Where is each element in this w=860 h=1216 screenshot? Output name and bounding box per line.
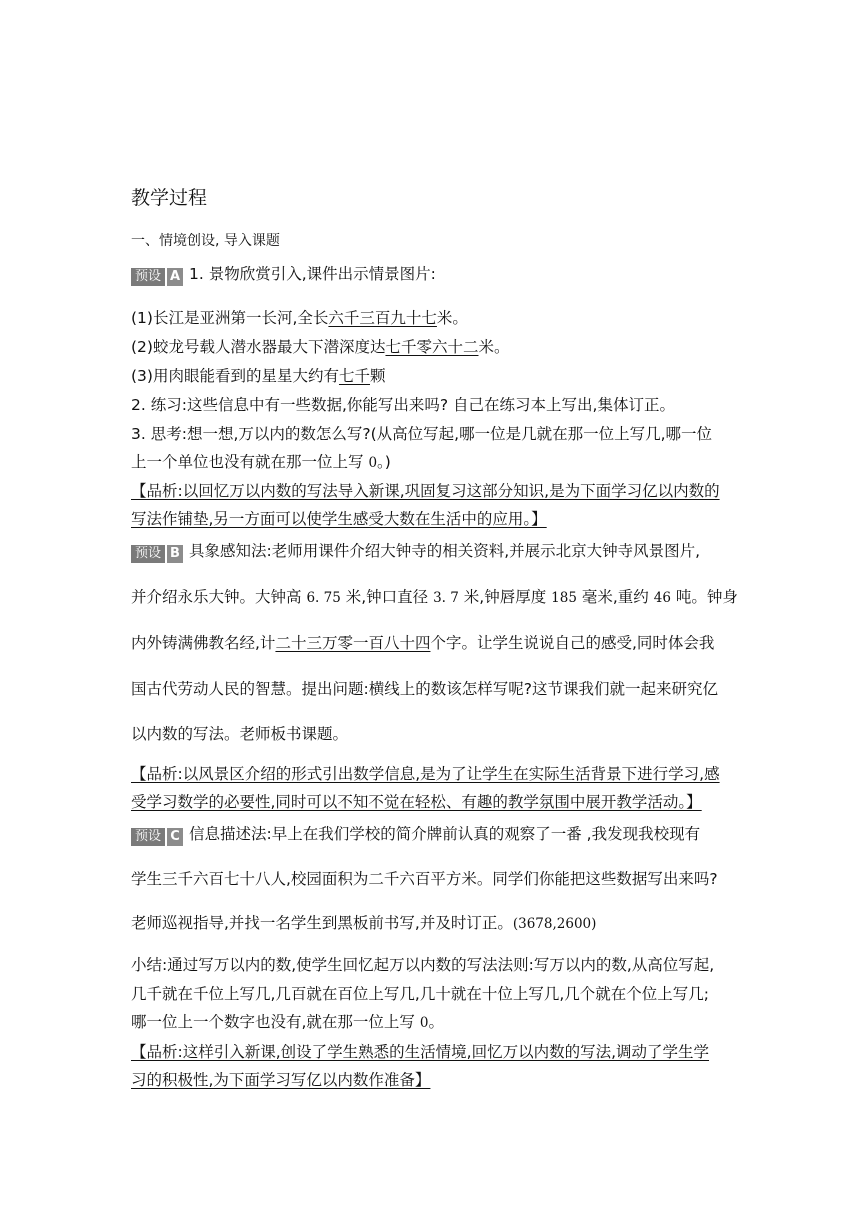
analysis-a-2: 写法作铺垫,另一方面可以使学生感受大数在生活中的应用。】 xyxy=(131,510,547,528)
preset-c-line-3: 老师巡视指导,并找一名学生到黑板前书写,并及时订正。(3678,2600) xyxy=(131,914,597,932)
preset-c-line-2: 学生三千六百七十八人,校园面积为二千六百平方米。同学们你能把这些数据写出来吗? xyxy=(131,870,718,888)
preset-b-line-1: 预设 B 具象感知法:老师用课件介绍大钟寺的相关资料,并展示北京大钟寺风景图片, xyxy=(131,541,700,563)
analysis-c-2: 习的积极性,为下面学习写亿以内数作准备】 xyxy=(131,1071,431,1089)
summary-line-1: 小结:通过写万以内的数,使学生回忆起万以内数的写法法则:写万以内的数,从高位写起, xyxy=(131,956,715,974)
think-line-2: 上一个单位也没有就在那一位上写 0。) xyxy=(131,453,391,471)
preset-b-line-3: 内外铸满佛教名经,计二十三万零一百八十四个字。让学生说说自己的感受,同时体会我 xyxy=(131,634,715,652)
item-1: (1)长江是亚洲第一长河,全长六千三百九十七米。 xyxy=(131,309,468,327)
preset-b-line-2: 并介绍永乐大钟。大钟高 6. 75 米,钟口直径 3. 7 米,钟唇厚度 185 毫米,重约 46 吨。钟身 xyxy=(131,588,738,606)
preset-c-line-1: 预设 C 信息描述法:早上在我们学校的简介牌前认真的观察了一番 ,我发现我校现有 xyxy=(131,824,700,846)
summary-line-3: 哪一位上一个数字也没有,就在那一位上写 0。 xyxy=(131,1013,444,1031)
analysis-b-2: 受学习数学的必要性,同时可以不知不觉在轻松、有趣的教学氛围中展开教学活动。】 xyxy=(131,793,702,811)
preset-b-line-5: 以内数的写法。老师板书课题。 xyxy=(131,725,349,743)
preset-a-badge: 预设 A xyxy=(131,268,183,286)
page-title: 教学过程 xyxy=(131,187,208,209)
preset-b-badge: 预设 B xyxy=(131,545,183,563)
think-line-1: 3. 思考:想一想,万以内的数怎么写?(从高位写起,哪一位是几就在那一位上写几,哪一位 xyxy=(131,425,712,443)
preset-c-badge: 预设 C xyxy=(131,828,183,846)
analysis-c-1: 【品析:这样引入新课,创设了学生熟悉的生活情境,回忆万以内数的写法,调动了学生学 xyxy=(131,1043,710,1061)
analysis-a-1: 【品析:以回忆万以内数的写法导入新课,巩固复习这部分知识,是为下面学习亿以内数的 xyxy=(131,482,720,500)
preset-b-line-4: 国古代劳动人民的智慧。提出问题:横线上的数该怎样写呢?这节课我们就一起来研究亿 xyxy=(131,680,718,698)
exercise-line: 2. 练习:这些信息中有一些数据,你能写出来吗? 自己在练习本上写出,集体订正。 xyxy=(131,396,675,414)
preset-a-intro: 预设 A 1. 景物欣赏引入,课件出示情景图片: xyxy=(131,264,436,286)
summary-line-2: 几千就在千位上写几,几百就在百位上写几,几十就在十位上写几,几个就在个位上写几; xyxy=(131,985,710,1003)
item-3: (3)用肉眼能看到的星星大约有七千颗 xyxy=(131,367,386,385)
item-2: (2)蛟龙号载人潜水器最大下潜深度达七千零六十二米。 xyxy=(131,338,510,356)
section-heading: 一、情境创设, 导入课题 xyxy=(131,233,280,249)
analysis-b-1: 【品析:以风景区介绍的形式引出数学信息,是为了让学生在实际生活背景下进行学习,感 xyxy=(131,765,720,783)
